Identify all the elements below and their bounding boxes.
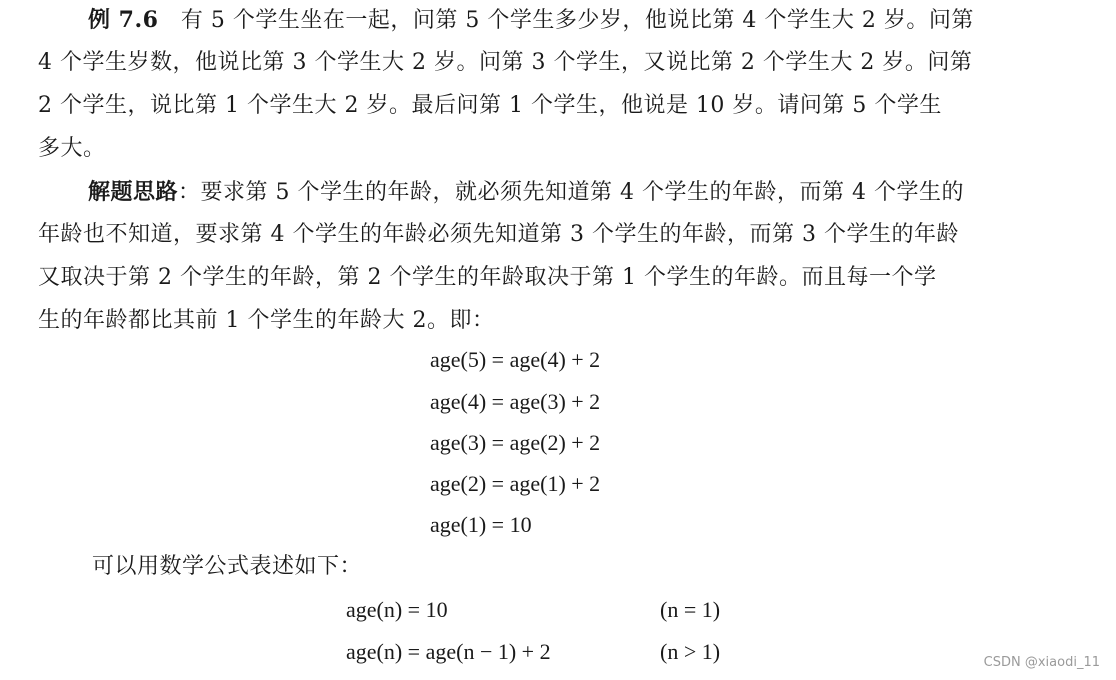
solution-line-2 xyxy=(38,221,1078,249)
problem-text-1: 有 5 个学生坐在一起，问第 5 个学生多少岁，他说比第 4 个学生大 2 岁。问第 xyxy=(180,8,974,33)
problem-text-2: 4 个学生岁数，他说比第 3 个学生大 2 岁。问第 3 个学生，又说比第 2 个学生大 2 岁。问第 xyxy=(38,50,973,75)
equation-2: age(4) = age(3) + 2 xyxy=(430,389,601,414)
solution-text-4: 生的年龄都比其前 1 个学生的年龄大 2。即： xyxy=(38,308,495,333)
formula-1-condition: (n = 1) xyxy=(660,597,721,622)
formula-2-condition: (n > 1) xyxy=(660,639,721,664)
problem-line-2 xyxy=(38,49,1078,77)
formula-line-1 xyxy=(346,596,448,624)
solution-text-3: 又取决于第 2 个学生的年龄，第 2 个学生的年龄取决于第 1 个学生的年龄。而且每一个学 xyxy=(38,265,937,290)
solution-line-3 xyxy=(38,264,1078,292)
problem-line-4 xyxy=(38,135,1078,163)
solution-line-1 xyxy=(88,178,1078,207)
problem-line-1 xyxy=(88,6,1078,35)
problem-text-3: 2 个学生，说比第 1 个学生大 2 岁。最后问第 1 个学生，他说是 10 岁。请问第 5 个学生 xyxy=(38,93,942,118)
equation-1: age(5) = age(4) + 2 xyxy=(430,347,601,372)
formula-1-left: age(n) = 10 xyxy=(346,597,448,622)
problem-text-4: 多大。 xyxy=(38,136,106,161)
equation-3: age(3) = age(2) + 2 xyxy=(430,430,601,455)
problem-label: 例 7.6 xyxy=(88,7,159,33)
solution-line-4 xyxy=(38,307,1078,335)
solution-label: 解题思路 xyxy=(88,179,179,205)
solution-text-2: 年龄也不知道，要求第 4 个学生的年龄必须先知道第 3 个学生的年龄，而第 3 个学生的年龄 xyxy=(38,222,959,247)
watermark-text: CSDN @xiaodi_11 xyxy=(983,655,1100,670)
math-intro: 可以用数学公式表述如下： xyxy=(92,554,363,579)
solution-text-1: ：要求第 5 个学生的年龄，就必须先知道第 4 个学生的年龄，而第 4 个学生的 xyxy=(178,180,964,205)
equation-5: age(1) = 10 xyxy=(430,512,532,537)
formula-2-left: age(n) = age(n − 1) + 2 xyxy=(346,639,551,664)
problem-line-3 xyxy=(38,92,1078,120)
equation-4: age(2) = age(1) + 2 xyxy=(430,471,601,496)
formula-line-2 xyxy=(346,638,551,666)
